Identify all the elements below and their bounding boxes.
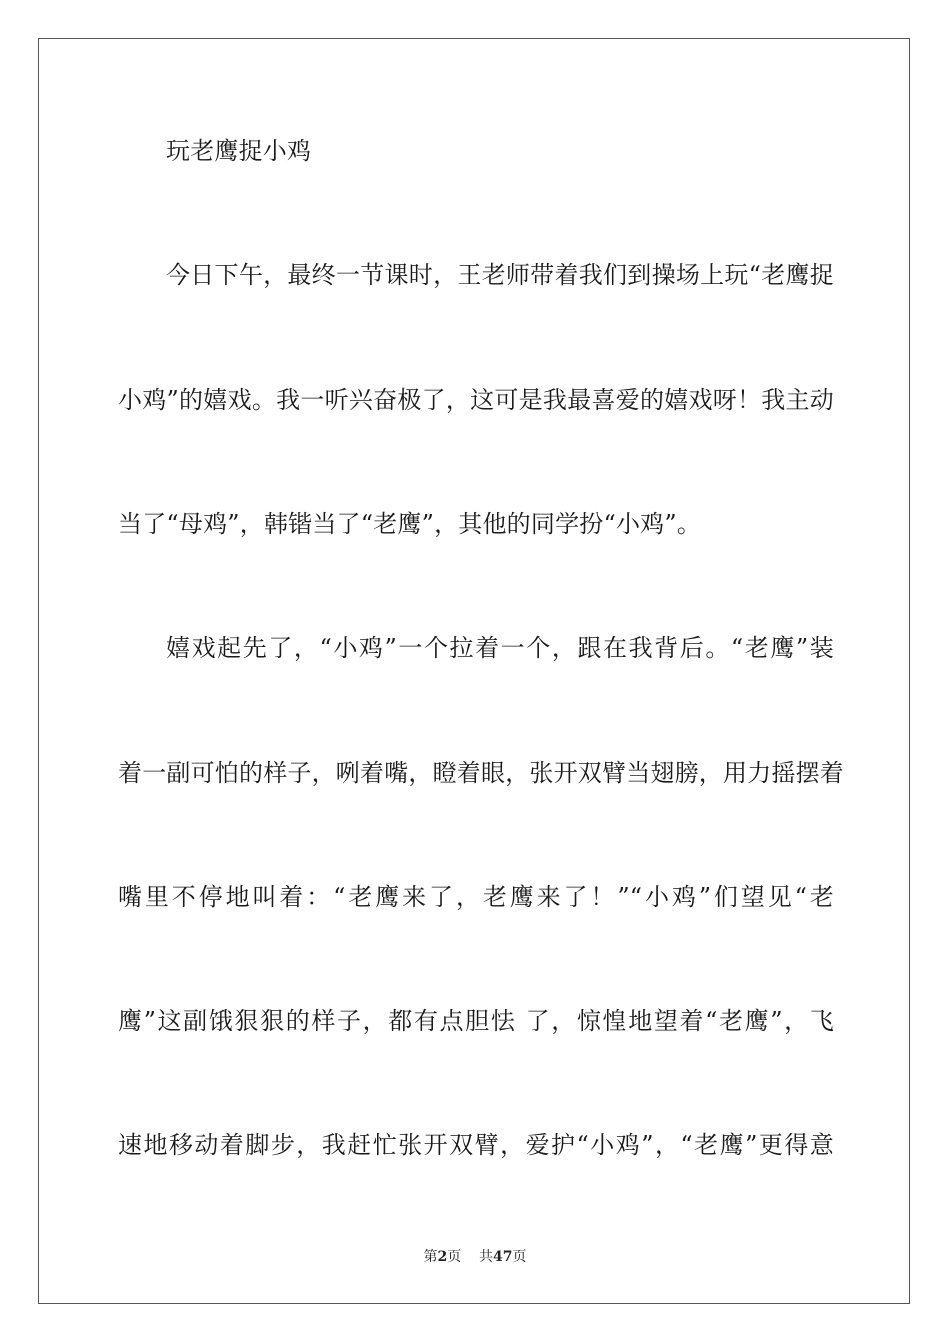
page-footer	[0, 1246, 950, 1266]
paragraph-line: 着一副可怕的样子，咧着嘴，瞪着眼，张开双臂当翅膀，用力摇摆着	[118, 759, 844, 787]
paragraph-line: 小鸡”的嬉戏。我一听兴奋极了，这可是我最喜爱的嬉戏呀！我主动	[118, 386, 834, 414]
paragraph-line: 嬉戏起先了，“小鸡”一个拉着一个，跟在我背后。“老鹰”装	[166, 634, 834, 662]
paragraph-line: 当了“母鸡”，韩锴当了“老鹰”，其他的同学扮“小鸡”。	[118, 510, 702, 538]
total-pages: 47	[493, 1249, 513, 1265]
paragraph-line: 鹰”这副饿狠狠的样子，都有点胆怯 了，惊惶地望着“老鹰”，飞	[118, 1007, 834, 1035]
page-border	[38, 38, 910, 1304]
page-prefix: 第	[423, 1249, 438, 1265]
total-prefix: 共	[479, 1249, 494, 1265]
paragraph-line: 速地移动着脚步，我赶忙张开双臂，爱护“小鸡”，“老鹰”更得意	[118, 1131, 834, 1159]
paragraph-line: 嘴里不停地叫着：“老鹰来了，老鹰来了！”“小鸡”们望见“老	[118, 883, 834, 911]
page-number: 2	[437, 1249, 448, 1265]
paragraph-line: 今日下午，最终一节课时，王老师带着我们到操场上玩“老鹰捉	[166, 261, 834, 289]
document-title: 玩老鹰捉小鸡	[166, 137, 312, 165]
page-suffix: 页	[447, 1249, 462, 1265]
total-suffix: 页	[512, 1249, 527, 1265]
